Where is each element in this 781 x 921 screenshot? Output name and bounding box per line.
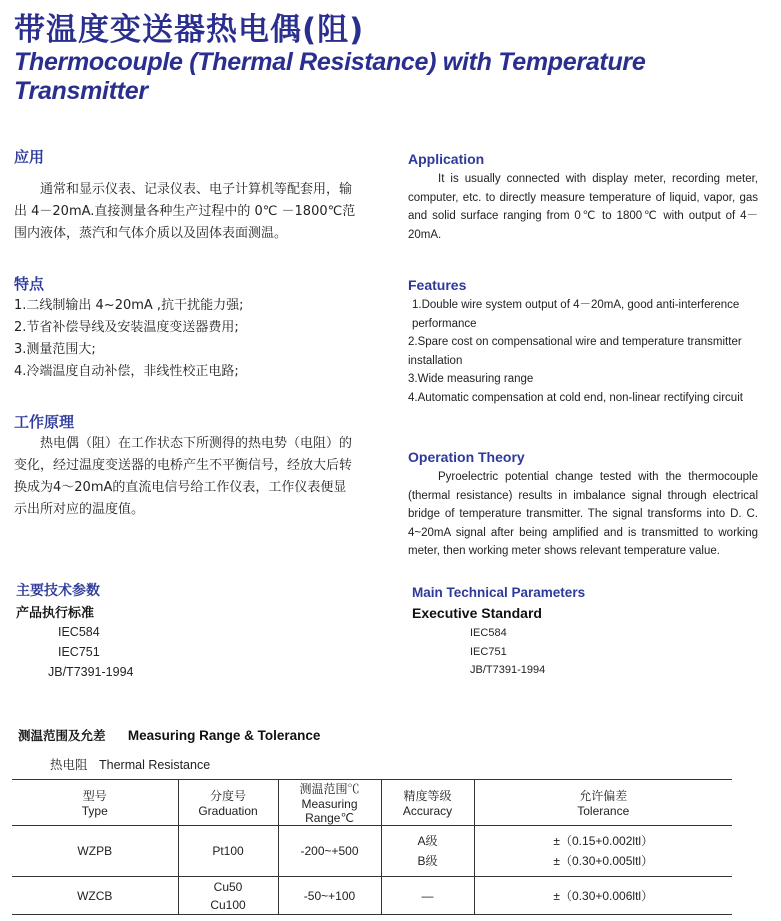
application-text-cn: 通常和显示仪表、记录仪表、电子计算机等配套用，输出 4－20mA.直接测量各种生产过程中的 0℃ －1800℃范围内液体，蒸汽和气体介质以及固体表面测温。 [14, 182, 356, 241]
standard-item: IEC751 [470, 645, 507, 658]
graduation-cell: Cu50 Cu100 [178, 877, 278, 915]
range-subheading [50, 755, 210, 773]
standard-item: IEC584 [58, 625, 100, 639]
range-tolerance-table [12, 779, 732, 915]
range-heading-cn: 测温范围及允差 [18, 728, 106, 743]
graduation-cell: Pt100 [178, 826, 278, 877]
application-heading-en: Application [408, 151, 485, 167]
feature-item-cn: 4.冷端温度自动补偿，非线性校正电路; [14, 364, 239, 379]
feature-item-en: 2.Spare cost on compensational wire and temperature transmitter installation [408, 336, 742, 367]
standard-item: IEC751 [58, 645, 100, 659]
table-row [12, 826, 732, 877]
page-title-en: Thermocouple (Thermal Resistance) with Temperature Transmitter [14, 48, 646, 105]
range-heading-en: Measuring Range & Tolerance [127, 728, 321, 743]
theory-text-cn: 热电偶（阻）在工作状态下所测得的热电势（电阻）的变化，经过温度变送器的电桥产生不平衡信号，经放大后转换成为4～20mA的直流电信号给工作仪表，工作仪表便显示出所对应的温度值。 [14, 436, 353, 517]
features-heading-cn: 特点 [14, 275, 45, 293]
feature-item-en: 4.Automatic compensation at cold end, non-linear rectifying circuit [408, 391, 743, 404]
header-cell: 型号 Type [81, 789, 108, 818]
table-row [12, 877, 732, 915]
standard-label-en: Executive Standard [412, 605, 542, 621]
params-heading-en: Main Technical Parameters [412, 585, 586, 600]
feature-item-cn: 1.二线制输出 4~20mA ,抗干扰能力强; [14, 298, 244, 313]
standards-list-right [470, 624, 545, 680]
params-heading-cn: 主要技术参数 [16, 583, 100, 599]
table-header-row [12, 780, 732, 826]
theory-text-en: Pyroelectric potential change tested with the thermocouple (thermal resistance) results in imbalance signal through electrical bridge of temperature transmitter. The signal transforms into D. C. 4~20mA signal after being amplified and is transmitted to working meter, then working meter shows relevant temperature value. [408, 471, 758, 557]
standards-list-left [48, 622, 133, 682]
type-cell: WZCB [77, 888, 113, 903]
theory-heading-en: Operation Theory [408, 449, 525, 465]
standard-label-cn: 产品执行标准 [16, 606, 95, 621]
range-cell: -50~+100 [278, 877, 381, 915]
type-cell: WZPB [77, 844, 113, 858]
application-text-en: It is usually connected with display meter, recording meter, computer, etc. to directly measure temperature of liquid, vapor, gas and solid surface ranging from 0℃ to 1800℃ with output of 4－20mA. [408, 173, 758, 241]
range-sub-cn: 热电阻 [50, 758, 88, 772]
feature-item-en: 3.Wide measuring range [408, 373, 534, 385]
range-heading [18, 726, 320, 744]
accuracy-cell: A级 B级 [381, 826, 474, 877]
standard-item: JB/T7391-1994 [470, 664, 546, 676]
range-cell: -200~+500 [278, 826, 381, 877]
features-list-cn [14, 295, 374, 383]
feature-item-cn: 3.测量范围大; [14, 342, 96, 357]
standard-item: IEC584 [470, 627, 507, 639]
accuracy-cell: — [381, 877, 474, 915]
features-list-en [408, 296, 758, 407]
tolerance-cell: ±（0.15+0.002ltl） ±（0.30+0.005ltl） [474, 826, 732, 877]
tolerance-cell: ±（0.30+0.006ltl） [474, 877, 732, 915]
page-title-cn: 带温度变送器热电偶(阻) [14, 12, 365, 48]
feature-item-cn: 2.节省补偿导线及安装温度变送器费用; [14, 320, 239, 335]
header-cell: 分度号 Graduation [178, 780, 278, 826]
range-sub-en: Thermal Resistance [99, 758, 211, 772]
header-cell: 精度等级 Accuracy [381, 780, 474, 826]
header-cell: 允许偏差 Tolerance [474, 780, 732, 826]
features-heading-en: Features [408, 277, 467, 293]
header-cell: 测温范围℃ Measuring Range℃ [278, 780, 381, 826]
feature-item-en: 1.Double wire system output of 4－20mA, good anti-interference performance [412, 299, 740, 330]
theory-heading-cn: 工作原理 [14, 413, 75, 431]
standard-item: JB/T7391-1994 [48, 665, 134, 679]
application-heading-cn: 应用 [14, 148, 45, 166]
